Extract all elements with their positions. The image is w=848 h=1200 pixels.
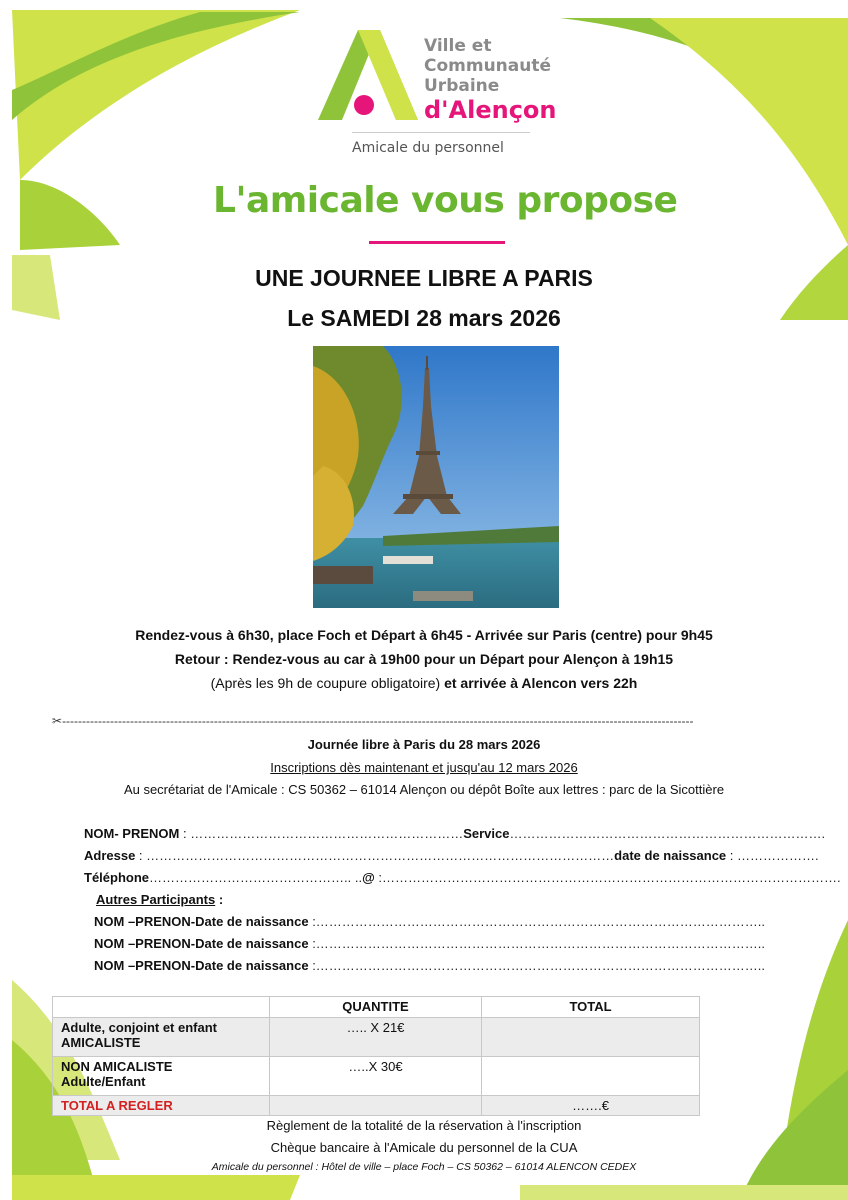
name-field[interactable]: ……………………………………………………… xyxy=(190,826,464,841)
coupon-registration: Inscriptions dès maintenant et jusqu'au 12 mars 2026 xyxy=(270,760,578,775)
form-row-others xyxy=(96,892,223,907)
total-label: TOTAL A REGLER xyxy=(53,1096,270,1116)
participant-row xyxy=(94,958,765,973)
table-header-row xyxy=(53,997,700,1018)
participant-field[interactable]: :………………………………………………………………………………………….. xyxy=(308,958,766,973)
participant-field[interactable]: :………………………………………………………………………………………….. xyxy=(308,936,766,951)
phone-label: Téléphone xyxy=(84,870,150,885)
logo-city: d'Alençon xyxy=(424,96,557,124)
logo-line-1: Ville et xyxy=(424,36,492,56)
address-field[interactable]: ……………………………………………………………………………………………… xyxy=(146,848,615,863)
birthdate-field[interactable]: ………………. xyxy=(737,848,819,863)
row-label-non-amicaliste xyxy=(53,1057,270,1096)
form-row-address xyxy=(84,848,819,863)
participant-label: NOM –PRENON-Date de naissance xyxy=(94,958,309,973)
details-departure: Rendez-vous à 6h30, place Foch et Départ à 6h45 - Arrivée sur Paris (centre) pour 9h45 xyxy=(135,627,713,643)
logo-text xyxy=(424,36,557,124)
total-cell-amicaliste[interactable] xyxy=(482,1018,700,1057)
table-header-empty xyxy=(53,997,270,1018)
details-arrival xyxy=(0,672,848,694)
service-label: Service xyxy=(463,826,510,841)
coupon-title: Journée libre à Paris du 28 mars 2026 xyxy=(307,737,541,752)
table-row xyxy=(53,1057,700,1096)
details-arrival-note: (Après les 9h de coupure obligatoire) xyxy=(210,675,445,691)
table-header-total: TOTAL xyxy=(482,997,700,1018)
form-row-phone xyxy=(84,870,841,885)
row-label-line: Adulte, conjoint et enfant xyxy=(61,1020,217,1035)
details-arrival-time: et arrivée à Alencon vers 22h xyxy=(444,675,638,691)
others-separator: : xyxy=(215,892,224,907)
table-row xyxy=(53,1018,700,1057)
row-label-line: AMICALISTE xyxy=(61,1035,141,1050)
footer-cheque: Chèque bancaire à l'Amicale du personnel de la CUA xyxy=(270,1140,578,1155)
participant-row xyxy=(94,914,765,929)
birthdate-label: date de naissance xyxy=(614,848,727,863)
quantity-cell-non-amicaliste[interactable]: …..X 30€ xyxy=(270,1057,482,1096)
footer-address: Amicale du personnel : Hôtel de ville – place Foch – CS 50362 – 61014 ALENCON CEDEX xyxy=(211,1161,637,1173)
event-date: Le SAMEDI 28 mars 2026 xyxy=(287,305,561,331)
participant-field[interactable]: :………………………………………………………………………………………….. xyxy=(308,914,766,929)
logo-line-3: Urbaine xyxy=(424,76,500,96)
details-return: Retour : Rendez-vous au car à 19h00 pour un Départ pour Alençon à 19h15 xyxy=(174,651,674,667)
name-separator: : xyxy=(179,826,191,841)
others-label: Autres Participants xyxy=(96,892,216,907)
quantity-cell-amicaliste[interactable]: ….. X 21€ xyxy=(270,1018,482,1057)
participant-label: NOM –PRENON-Date de naissance xyxy=(94,936,309,951)
total-cell-non-amicaliste[interactable] xyxy=(482,1057,700,1096)
footer-payment: Règlement de la totalité de la réservation à l'inscription xyxy=(266,1118,582,1133)
logo-subtitle: Amicale du personnel xyxy=(352,140,504,156)
birthdate-separator: : xyxy=(726,848,737,863)
coupon-address: Au secrétariat de l'Amicale : CS 50362 – 61014 Alençon ou dépôt Boîte aux lettres : parc de la Sicottière xyxy=(123,782,725,797)
form-row-name xyxy=(84,826,825,841)
row-label-line: Adulte/Enfant xyxy=(61,1074,146,1089)
event-title: UNE JOURNEE LIBRE A PARIS xyxy=(255,265,593,291)
logo-line-2: Communauté xyxy=(424,56,552,76)
phone-field[interactable]: ……………………………………….. .. xyxy=(149,870,363,885)
address-label: Adresse xyxy=(84,848,136,863)
table-total-row xyxy=(53,1096,700,1116)
participant-label: NOM –PRENON-Date de naissance xyxy=(94,914,309,929)
service-field[interactable]: ………………………………………………………………. xyxy=(509,826,826,841)
email-at: @ xyxy=(362,870,375,885)
cut-line: ✂-------------------------------------------------------------------------------------------------------------------------------------------------------------- xyxy=(52,714,694,728)
address-separator: : xyxy=(135,848,147,863)
email-field[interactable]: :……………………………………………………………………………………………. xyxy=(374,870,841,885)
pricing-table xyxy=(52,996,700,1116)
name-label: NOM- PRENOM xyxy=(84,826,180,841)
alencon-logo xyxy=(318,30,418,125)
headline: L'amicale vous propose xyxy=(213,180,678,221)
total-value[interactable]: …….€ xyxy=(482,1096,700,1116)
table-header-quantity: QUANTITE xyxy=(270,997,482,1018)
row-label-amicaliste xyxy=(53,1018,270,1057)
scissors-icon: ✂ xyxy=(52,714,63,728)
total-empty xyxy=(270,1096,482,1116)
headline-underline xyxy=(369,241,505,244)
logo-divider xyxy=(352,132,530,133)
eiffel-tower-photo xyxy=(313,346,559,608)
row-label-line: NON AMICALISTE xyxy=(61,1059,173,1074)
participant-row xyxy=(94,936,765,951)
